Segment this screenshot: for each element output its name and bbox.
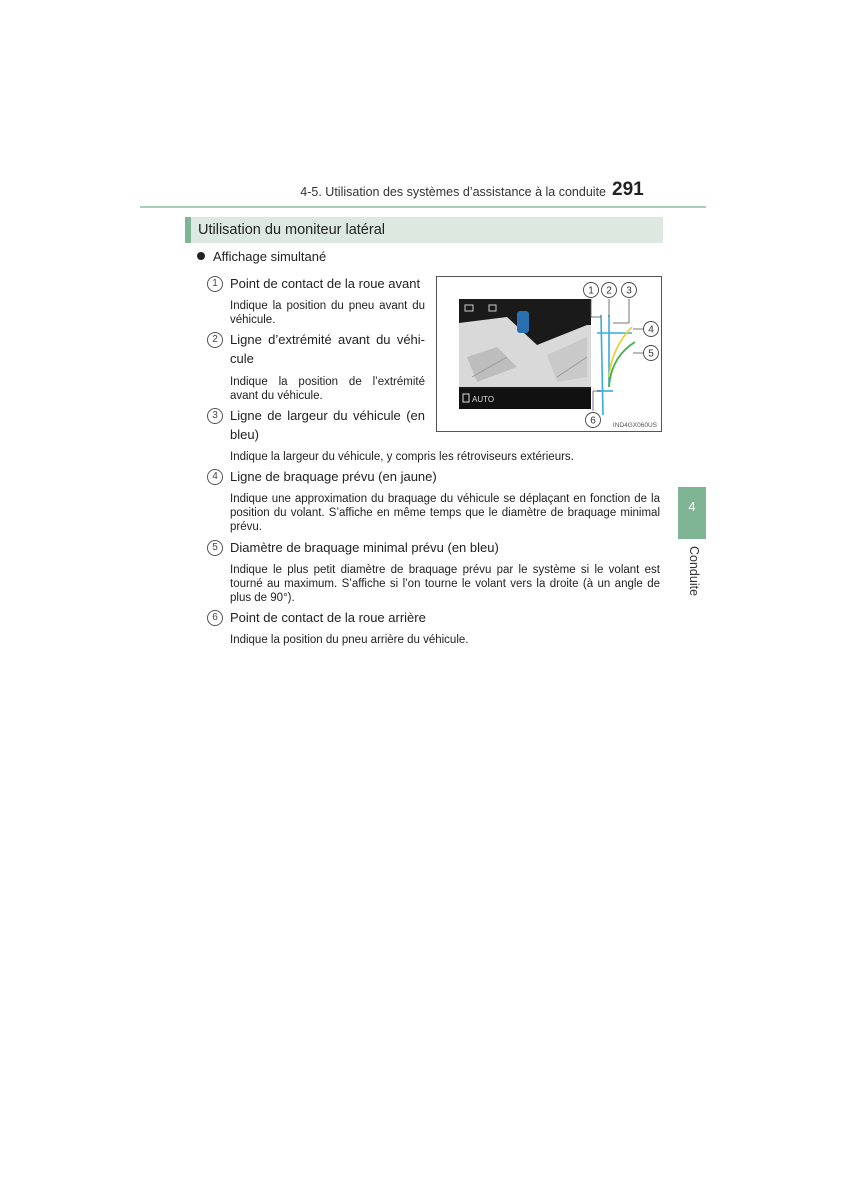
svg-text:2: 2	[606, 285, 612, 297]
svg-text:5: 5	[648, 348, 654, 360]
item-title-2-line2: cule	[230, 351, 254, 366]
item-title-6: Point de contact de la roue arrière	[230, 610, 426, 625]
svg-text:3: 3	[626, 285, 632, 297]
item-desc-5: Indique le plus petit diamètre de braquage prévu par le système si le volant est tourné au maximum. S’affiche si l’on tourne le volant vers la droite (à un angle de plus de 90°).	[230, 564, 660, 604]
chapter-label: Conduite	[687, 546, 701, 597]
item-title-4: Ligne de braquage prévu (en jaune)	[230, 469, 437, 484]
svg-text:4: 4	[648, 324, 654, 336]
bullet-label: Affichage simultané	[213, 249, 327, 264]
header-divider	[140, 206, 706, 208]
item-desc-1: Indique la position du pneu avant du véhicule.	[230, 300, 425, 326]
callout-4	[644, 322, 659, 337]
item-desc-2: Indique la position de l’extrémité avant du véhicule.	[230, 376, 425, 402]
svg-text:1: 1	[588, 285, 594, 297]
auto-label: AUTO	[472, 395, 495, 404]
side-monitor-figure	[436, 276, 662, 432]
callout-1	[584, 283, 599, 298]
figure-code: IND4GX060US	[612, 422, 657, 429]
item-title-2	[230, 330, 425, 368]
item-desc-3: Indique la largeur du véhicule, y compris les rétroviseurs extérieurs.	[230, 451, 574, 463]
bullet-dot-icon	[197, 252, 205, 260]
svg-text:6: 6	[590, 415, 596, 427]
item-number-1: 1	[207, 276, 223, 292]
callout-6	[586, 413, 601, 428]
vehicle-icon	[517, 311, 529, 333]
item-title-5: Diamètre de braquage minimal prévu (en bleu)	[230, 540, 499, 555]
callout-5	[644, 346, 659, 361]
vehicle-width-line	[601, 315, 603, 415]
item-number-3: 3	[207, 408, 223, 424]
section-title: Utilisation du moniteur latéral	[185, 217, 663, 243]
side-monitor-illustration	[437, 277, 661, 431]
item-title-3-line2: bleu)	[230, 427, 259, 442]
item-title-1: Point de contact de la roue avant	[230, 276, 421, 291]
item-desc-6: Indique la position du pneu arrière du véhicule.	[230, 634, 469, 646]
min-turning-line	[609, 342, 635, 387]
running-header: 4-5. Utilisation des systèmes d’assistance à la conduite	[300, 185, 606, 199]
item-title-3-line1: Ligne de largeur du véhicule (en	[230, 408, 425, 423]
callout-3	[622, 283, 637, 298]
page-number: 291	[612, 179, 644, 200]
callout-2	[602, 283, 617, 298]
item-number-2: 2	[207, 332, 223, 348]
item-number-5: 5	[207, 540, 223, 556]
item-desc-4: Indique une approximation du braquage du véhicule se déplaçant en fonction de la position du volant. S’affiche en même temps que le diamètre de braquage minimal prévu.	[230, 493, 660, 533]
item-number-4: 4	[207, 469, 223, 485]
item-number-6: 6	[207, 610, 223, 626]
item-title-3	[230, 406, 425, 444]
item-title-2-line1: Ligne d’extrémité avant du véhi-	[230, 332, 425, 347]
chapter-tab: 4	[678, 487, 706, 539]
bullet-item	[197, 249, 326, 264]
